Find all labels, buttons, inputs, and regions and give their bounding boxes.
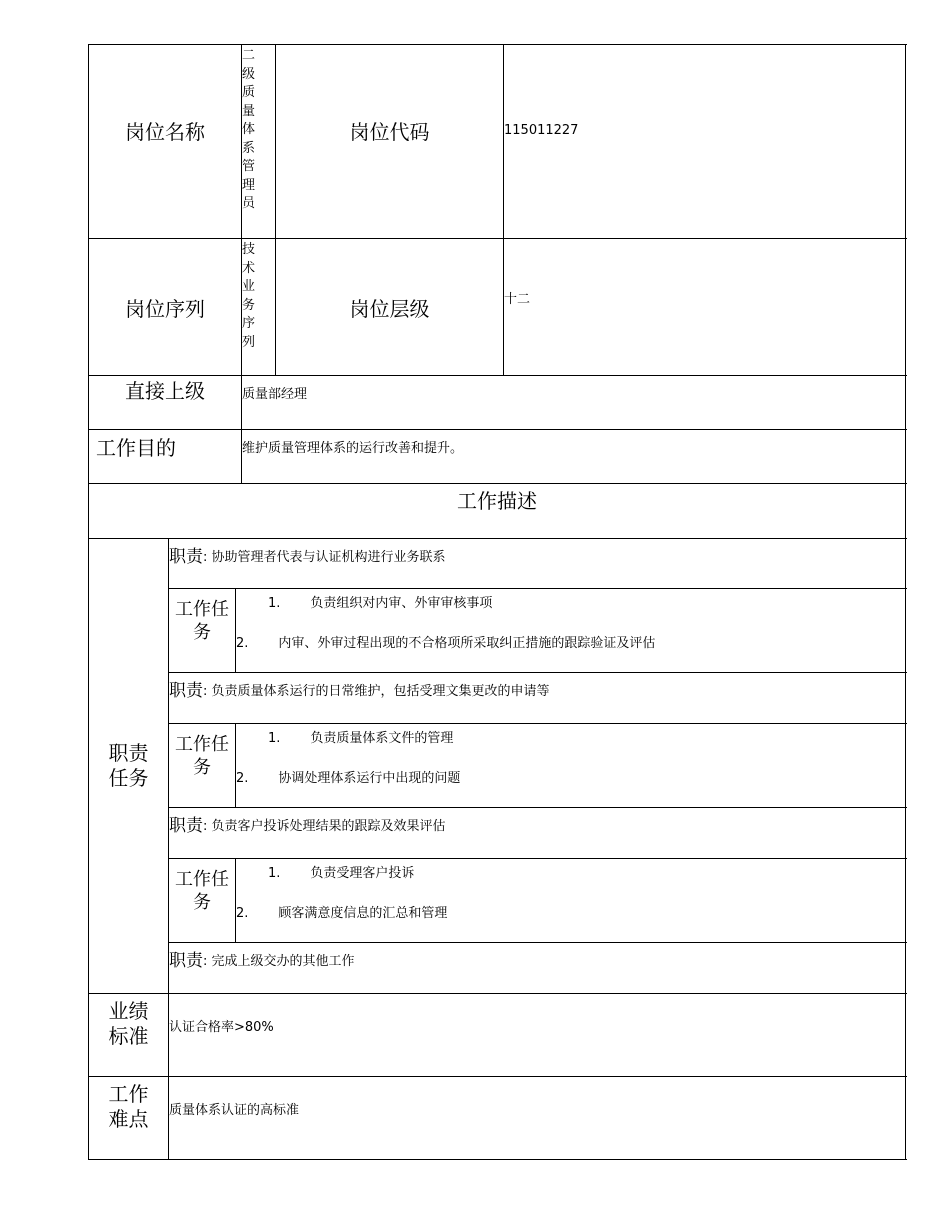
work-description-title: 工作描述 (457, 488, 537, 513)
task-label (169, 596, 235, 646)
post-level-label: 岗位层级 (349, 296, 430, 321)
post-name-value: 二级质量体系管理员 (242, 48, 256, 211)
duty-row (169, 676, 904, 706)
task-label-line2: 务 (193, 622, 211, 643)
task-item (268, 727, 453, 746)
performance-label-line1: 业绩 (108, 999, 149, 1023)
task-label-line2: 务 (193, 892, 211, 913)
duties-label-line2: 任务 (108, 766, 149, 790)
post-sequence-label: 岗位序列 (125, 296, 205, 321)
purpose-value: 维护质量管理体系的运行改善和提升。 (242, 441, 464, 456)
performance-label-line2: 标准 (108, 1024, 149, 1048)
superior-label: 直接上级 (125, 378, 205, 403)
task-label (169, 866, 235, 916)
task-number: 1. (268, 731, 281, 746)
task-text: 协调处理体系运行中出现的问题 (278, 771, 461, 786)
duty-text: : 负责质量体系运行的日常维护，包括受理文集更改的申请等 (203, 684, 550, 699)
difficulty-label-line1: 工作 (108, 1082, 149, 1106)
task-number: 2. (236, 771, 249, 786)
task-label-line2: 务 (193, 757, 211, 778)
duty-row (169, 946, 904, 976)
performance-label (89, 994, 168, 1054)
purpose-label: 工作目的 (96, 436, 176, 460)
duty-row (169, 811, 904, 841)
duty-row (169, 542, 904, 572)
difficulty-label-line2: 难点 (108, 1107, 149, 1131)
task-text: 负责质量体系文件的管理 (310, 731, 454, 746)
difficulty-value: 质量体系认证的高标准 (169, 1103, 300, 1118)
task-label (169, 731, 235, 781)
duty-text: : 负责客户投诉处理结果的跟踪及效果评估 (203, 819, 446, 834)
task-item (236, 632, 655, 651)
post-sequence-value: 技术业务序列 (242, 242, 256, 350)
performance-value: 认证合格率>80% (169, 1020, 274, 1035)
task-text: 负责受理客户投诉 (310, 866, 415, 881)
task-item (268, 862, 414, 881)
task-text: 内审、外审过程出现的不合格项所采取纠正措施的跟踪验证及评估 (278, 636, 656, 651)
task-item (236, 767, 460, 786)
task-label-line1: 工作任 (175, 733, 229, 755)
duties-label-line1: 职责 (108, 741, 149, 765)
duty-prefix: 职责 (169, 951, 203, 971)
difficulty-label (89, 1077, 168, 1137)
task-number: 2. (236, 636, 249, 651)
task-text: 负责组织对内审、外审审核事项 (310, 596, 493, 611)
duty-prefix: 职责 (169, 816, 203, 836)
post-level-value: 十二 (504, 292, 531, 307)
duty-text: : 协助管理者代表与认证机构进行业务联系 (203, 550, 446, 565)
task-label-line1: 工作任 (175, 598, 229, 620)
task-number: 1. (268, 866, 281, 881)
duties-tasks-label (89, 539, 168, 993)
duty-prefix: 职责 (169, 681, 203, 701)
task-text: 顾客满意度信息的汇总和管理 (278, 906, 448, 921)
superior-value: 质量部经理 (242, 387, 308, 402)
post-code-label: 岗位代码 (349, 120, 430, 144)
post-code-value: 115011227 (504, 123, 579, 138)
task-item (268, 592, 492, 611)
task-number: 2. (236, 906, 249, 921)
task-label-line1: 工作任 (175, 868, 229, 890)
post-name-label: 岗位名称 (125, 120, 205, 144)
task-item (236, 902, 447, 921)
duty-text: : 完成上级交办的其他工作 (203, 954, 355, 969)
duty-prefix: 职责 (169, 547, 203, 567)
task-number: 1. (268, 596, 281, 611)
